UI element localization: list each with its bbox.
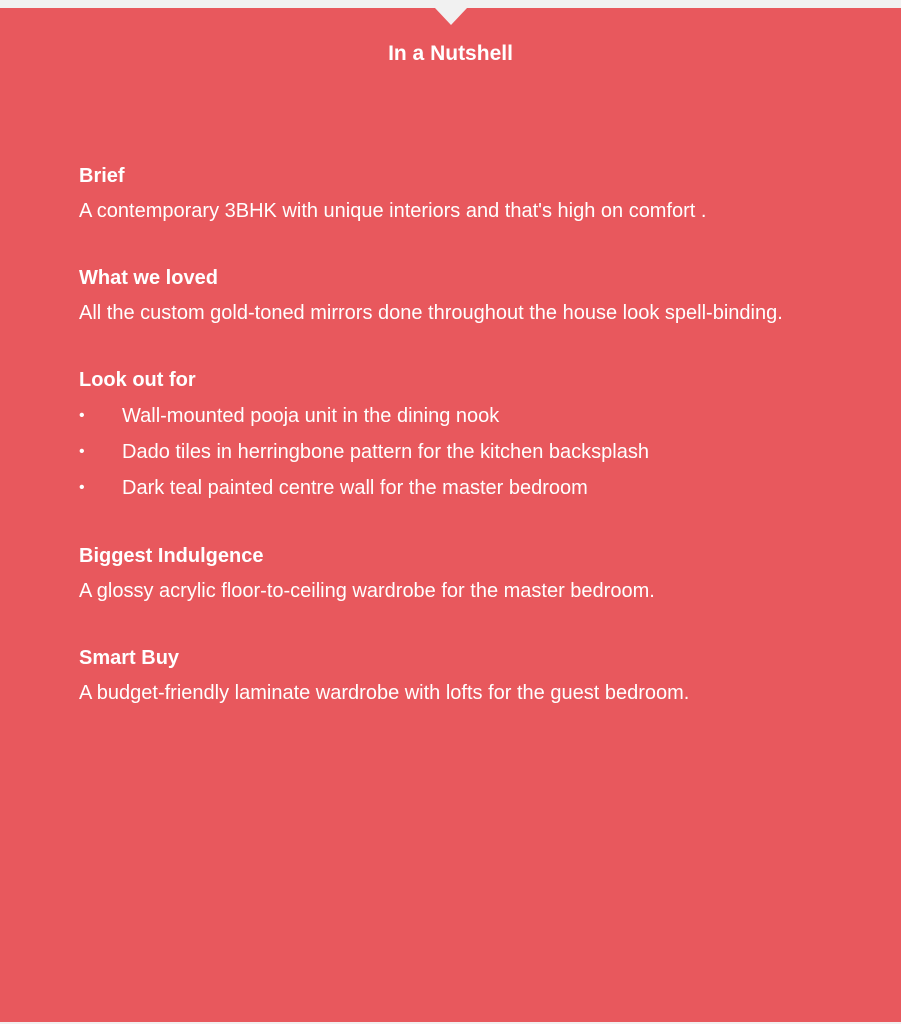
section-heading-look-out-for: Look out for [79,369,196,391]
panel-title: In a Nutshell [388,42,513,65]
section-text-biggest-indulgence: A glossy acrylic floor-to-ceiling wardrobe for the master bedroom. [79,580,655,602]
section-smart-buy [79,644,839,710]
section-text-smart-buy: A budget-friendly laminate wardrobe with lofts for the guest bedroom. [79,682,690,704]
section-heading-biggest-indulgence: Biggest Indulgence [79,545,264,567]
list-item-text: Dark teal painted centre wall for the master bedroom [122,477,588,499]
nutshell-content [79,162,839,746]
list-item-text: Wall-mounted pooja unit in the dining nook [122,405,500,427]
list-item-text: Dado tiles in herringbone pattern for the kitchen backsplash [122,441,649,463]
bullet-icon: • [79,407,85,424]
section-text-what-we-loved: All the custom gold-toned mirrors done throughout the house look spell-binding. [79,302,783,324]
section-look-out-for [79,366,839,506]
section-heading-what-we-loved: What we loved [79,267,218,289]
list-item [79,470,839,506]
look-out-for-list [79,398,839,506]
section-what-we-loved [79,264,839,330]
section-heading-brief: Brief [79,165,125,187]
list-item [79,434,839,470]
section-biggest-indulgence [79,542,839,608]
bullet-icon: • [79,443,85,460]
section-text-brief: A contemporary 3BHK with unique interiors and that's high on comfort . [79,200,707,222]
nutshell-panel [0,8,901,1022]
bullet-icon: • [79,479,85,496]
panel-pointer-notch [435,8,467,25]
section-brief [79,162,839,228]
list-item [79,398,839,434]
section-heading-smart-buy: Smart Buy [79,647,180,669]
